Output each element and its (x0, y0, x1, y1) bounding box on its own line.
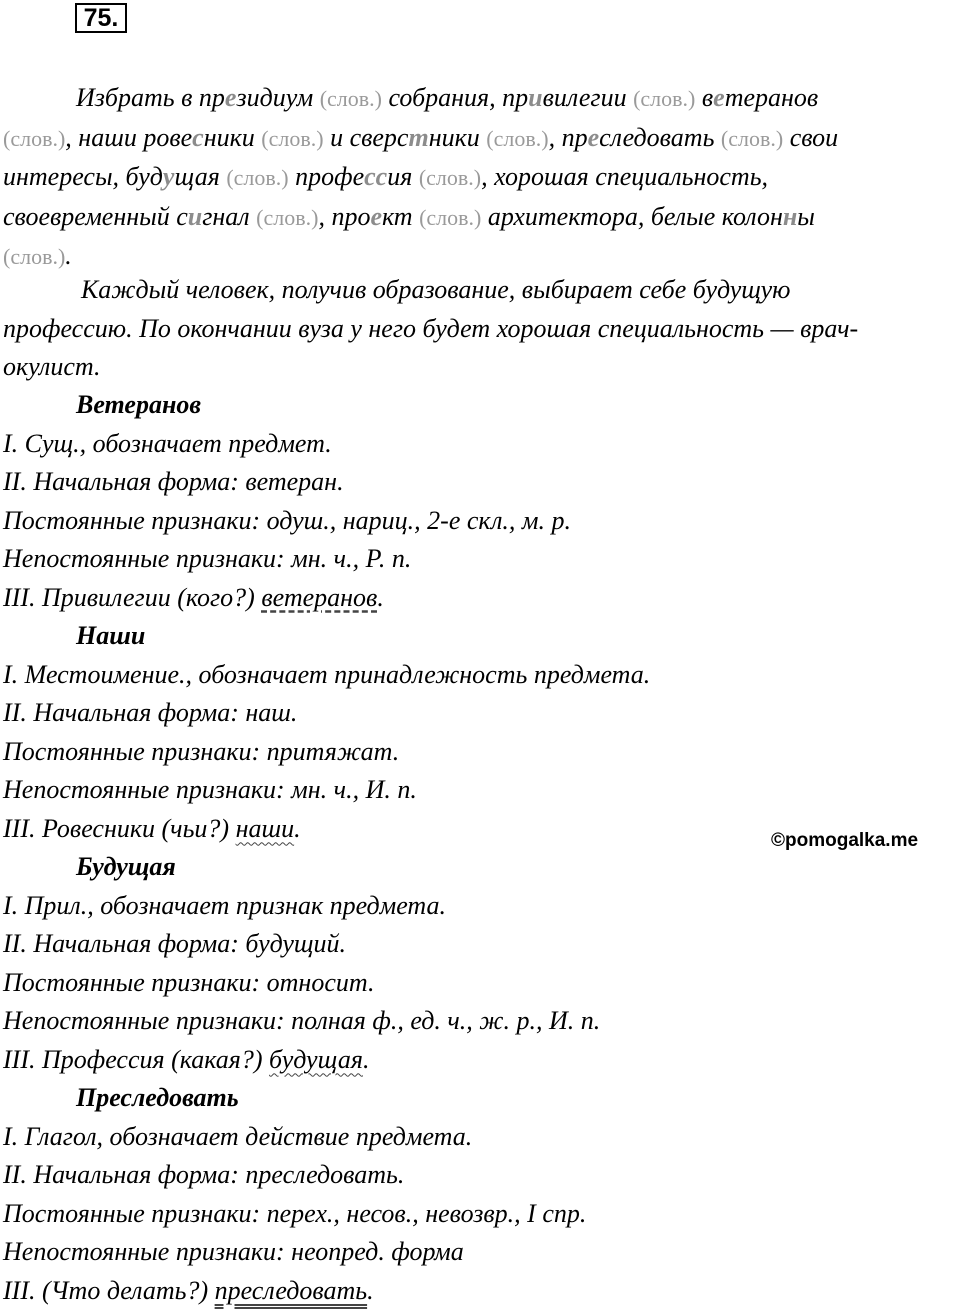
analysis-line: Постоянные признаки: одуш., нариц., 2-е скл., м. р. (3, 502, 958, 541)
analysis-line: Непостоянные признаки: мн. ч., И. п. (3, 771, 958, 810)
analysis-heading: Будущая (3, 848, 958, 887)
analysis-heading: Преследовать (3, 1079, 958, 1118)
analysis-line: I. Сущ., обозначает предмет. (3, 425, 958, 464)
analysis-line: Постоянные признаки: относит. (3, 964, 958, 1003)
paragraph1-line2: (слов.), наши ровесники (слов.) и сверстники (слов.), преследовать (слов.) свои (3, 119, 958, 159)
analysis-line: I. Прил., обозначает признак предмета. (3, 887, 958, 926)
analysis-line: Непостоянные признаки: мн. ч., Р. п. (3, 540, 958, 579)
analysis-line: Непостоянные признаки: неопред. форма (3, 1233, 958, 1272)
underlined-word: преследовать (215, 1276, 367, 1305)
paragraph1-line1: Избрать в президиум (слов.) собрания, привилегии (слов.) ветеранов (3, 79, 958, 119)
analysis-veteranov (3, 386, 958, 617)
tag: (слов.) (3, 126, 65, 151)
tag: (слов.) (3, 244, 65, 269)
tag: (слов.) (633, 86, 695, 111)
analysis-line: II. Начальная форма: будущий. (3, 925, 958, 964)
paragraph1-line4: своевременный сигнал (слов.), проект (слов.) архитектора, белые колонны (3, 198, 958, 238)
analysis-line: Постоянные признаки: перех., несов., невозвр., I спр. (3, 1195, 958, 1234)
tag: (слов.) (419, 165, 481, 190)
analysis-nashi (3, 617, 958, 848)
paragraph-word-list (3, 79, 958, 277)
analysis-line: I. Глагол, обозначает действие предмета. (3, 1118, 958, 1157)
analysis-budushchaya (3, 848, 958, 1079)
analysis-line: Непостоянные признаки: полная ф., ед. ч., ж. р., И. п. (3, 1002, 958, 1041)
watermark: ©pomogalka.me (771, 830, 918, 852)
tag: (слов.) (486, 126, 548, 151)
analysis-line: III. Профессия (какая?) будущая. (3, 1041, 958, 1080)
analysis-line: III. (Что делать?) преследовать. (3, 1272, 958, 1310)
paragraph-composed-text (3, 271, 958, 387)
analysis-line: Постоянные признаки: притяжат. (3, 733, 958, 772)
analysis-line: I. Местоимение., обозначает принадлежность предмета. (3, 656, 958, 695)
analysis-line: III. Ровесники (чьи?) наши. (3, 810, 958, 849)
analysis-line: II. Начальная форма: ветеран. (3, 463, 958, 502)
paragraph2-line2: профессию. По окончании вуза у него будет хорошая специальность — врач- (3, 310, 958, 349)
underlined-word: наши (236, 814, 295, 843)
tag: (слов.) (320, 86, 382, 111)
exercise-number: 75. (75, 3, 127, 33)
paragraph1-line3: интересы, будущая (слов.) профессия (слов.), хорошая специальность, (3, 158, 958, 198)
tag: (слов.) (419, 205, 481, 230)
paragraph2-line1: Каждый человек, получив образование, выбирает себе будущую (3, 271, 958, 310)
analysis-line: II. Начальная форма: наш. (3, 694, 958, 733)
tag: (слов.) (226, 165, 288, 190)
analysis-line: II. Начальная форма: преследовать. (3, 1156, 958, 1195)
underlined-word: ветеранов (261, 583, 377, 612)
tag: (слов.) (256, 205, 318, 230)
paragraph2-line3: окулист. (3, 348, 958, 387)
analysis-heading: Ветеранов (3, 386, 958, 425)
paragraph1-line5: (слов.). (3, 237, 958, 277)
analysis-heading: Наши (3, 617, 958, 656)
analysis-presledovat (3, 1079, 958, 1310)
underlined-word: будущая (269, 1045, 363, 1074)
analysis-line: III. Привилегии (кого?) ветеранов. (3, 579, 958, 618)
tag: (слов.) (721, 126, 783, 151)
tag: (слов.) (261, 126, 323, 151)
